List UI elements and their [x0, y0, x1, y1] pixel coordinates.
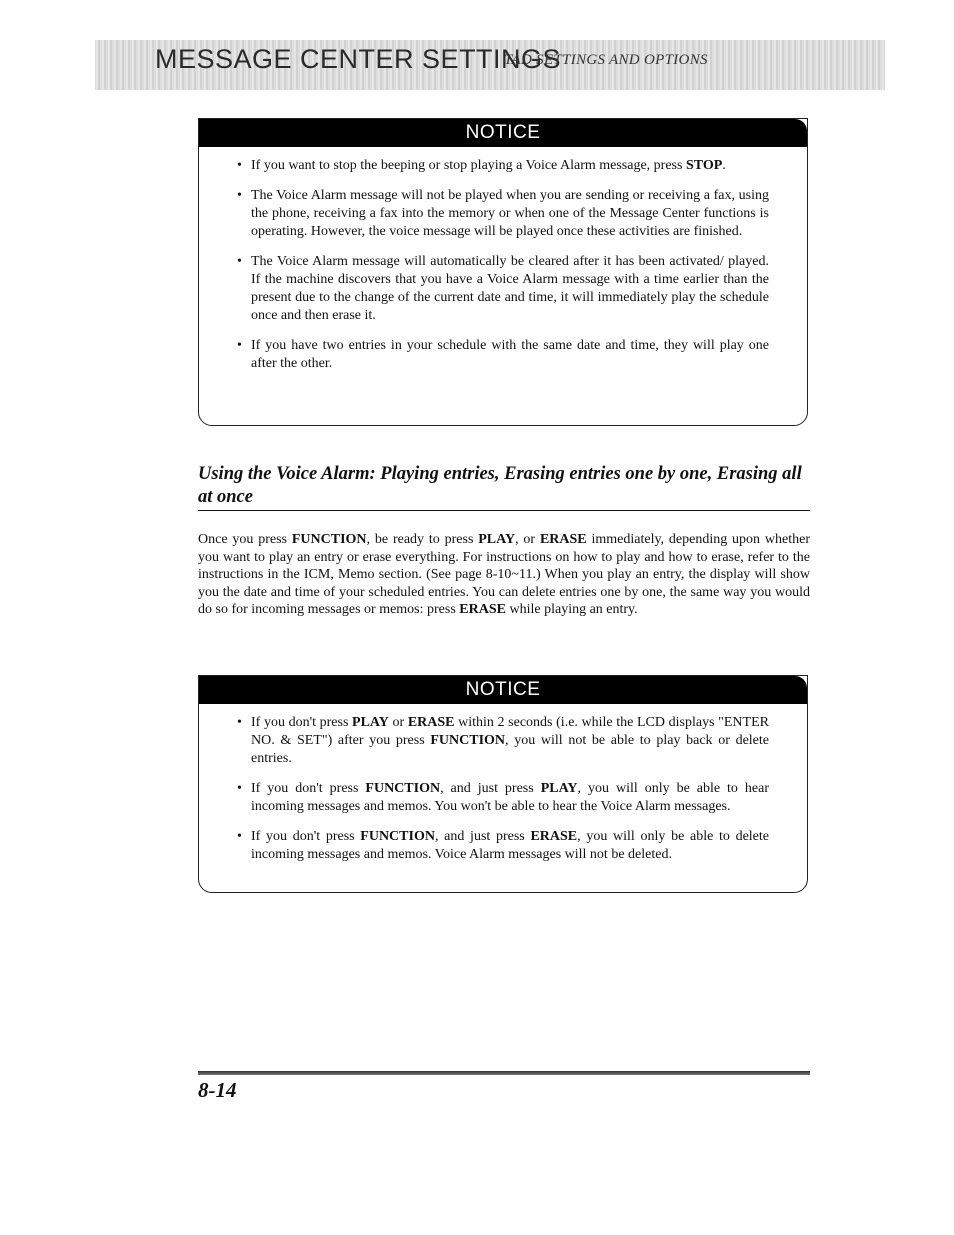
notice-item: [237, 157, 769, 175]
text-run: , and just press: [434, 829, 531, 844]
text-run: Once you press: [198, 532, 292, 547]
key-name: FUNCTION: [291, 532, 367, 547]
text-run: or: [388, 715, 408, 730]
key-name: FUNCTION: [360, 829, 435, 844]
notice-list: [199, 147, 807, 383]
heading-divider: [198, 510, 810, 511]
text-run: immediately, depending upon whether you want to play an entry or erase everything. For instructions on how to play and how to erase, refer to the instructions in the ICM, Memo section. (See page 8-10~11.) When you play an entry, the display will show you the date and time of your scheduled entries. You can delete entries one by one, the same way you would do so for incoming messages or memos: press: [198, 532, 810, 617]
text-run: If you don't press: [251, 715, 353, 730]
text-run: , and just press: [440, 781, 541, 796]
text-run: , you will not be able to play back or delete entries.: [251, 733, 769, 766]
notice-item: [237, 187, 769, 241]
page-number: 8-14: [198, 1078, 237, 1102]
key-name: ERASE: [539, 532, 587, 547]
key-name: FUNCTION: [430, 733, 506, 748]
notice-box-2: [198, 675, 808, 893]
body-paragraph: [198, 531, 810, 619]
text-run: while playing an entry.: [505, 602, 638, 617]
page-header-title: MESSAGE CENTER SETTINGS: [155, 44, 562, 74]
key-name: PLAY: [352, 715, 389, 730]
text-run: If you don't press: [251, 829, 361, 844]
text-run: , you will only be able to hear incoming messages and memos. You won't be able to hear the Voice Alarm messages.: [251, 781, 769, 814]
text-run: If you have two entries in your schedule with the same date and time, they will play one after the other.: [251, 338, 769, 371]
key-name: ERASE: [530, 829, 578, 844]
notice-label: NOTICE: [199, 676, 807, 704]
notice-item: [237, 780, 769, 816]
key-name: ERASE: [459, 602, 506, 617]
notice-list: [199, 704, 807, 874]
notice-item: [237, 828, 769, 864]
notice-item: [237, 337, 769, 373]
footer-divider: [198, 1071, 810, 1075]
page-header-subtitle: TAD SETTINGS AND OPTIONS: [504, 52, 708, 68]
notice-label: NOTICE: [199, 119, 807, 147]
key-name: PLAY: [540, 781, 578, 796]
key-name: ERASE: [407, 715, 455, 730]
key-name: STOP: [685, 158, 723, 173]
text-run: The Voice Alarm message will automatically be cleared after it has been activated/ played. If the machine discovers that you have a Voice Alarm message with a time earlier than the present due to the change of the current date and time, it will immediately play the schedule once and then erase it.: [251, 254, 769, 323]
notice-item: [237, 714, 769, 768]
section-heading: Using the Voice Alarm: Playing entries, Erasing entries one by one, Erasing all at once: [198, 464, 802, 507]
text-run: within 2 seconds (i.e. while the LCD displays "ENTER NO. & SET") after you press: [251, 715, 769, 748]
text-run: If you want to stop the beeping or stop playing a Voice Alarm message, press: [251, 158, 686, 173]
text-run: The Voice Alarm message will not be played when you are sending or receiving a fax, using the phone, receiving a fax into the memory or when one of the Message Center functions is operating. However, the voice message will be played once these activities are finished.: [251, 188, 769, 239]
text-run: , or: [515, 532, 540, 547]
key-name: PLAY: [478, 532, 516, 547]
text-run: If you don't press: [251, 781, 366, 796]
key-name: FUNCTION: [365, 781, 441, 796]
notice-box-1: [198, 118, 808, 426]
notice-item: [237, 253, 769, 325]
text-run: .: [722, 158, 726, 173]
text-run: , you will only be able to delete incoming messages and memos. Voice Alarm messages will not be deleted.: [251, 829, 770, 862]
text-run: , be ready to press: [366, 532, 479, 547]
